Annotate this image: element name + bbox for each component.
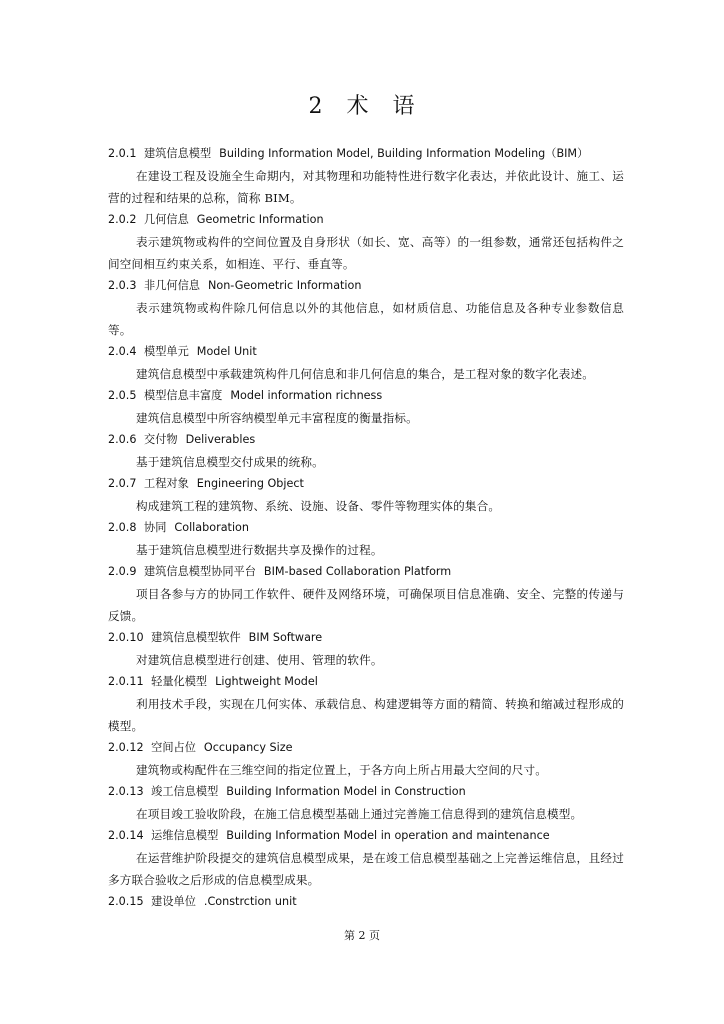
term-definition: 建筑信息模型中所容纳模型单元丰富程度的衡量指标。 — [136, 411, 418, 425]
term-number: 2.0.14 — [108, 829, 144, 842]
term-name-en: Occupancy Size — [203, 741, 293, 754]
term-definition: 表示建筑物或构件的空间位置及自身形状（如长、宽、高等）的一组参数，通常还包括构件之间空间相互约束关系，如相连、平行、垂直等。 — [108, 235, 624, 271]
term-entry — [108, 275, 624, 341]
term-name-cn: 建筑信息模型协同平台 — [144, 565, 256, 578]
term-definition: 项目各参与方的协同工作软件、硬件及网络环境，可确保项目信息准确、安全、完整的传递与反馈。 — [108, 587, 624, 623]
term-entry — [108, 891, 624, 913]
term-name-cn: 协同 — [144, 521, 167, 534]
term-number: 2.0.10 — [108, 631, 144, 644]
term-name-cn: 运维信息模型 — [151, 829, 219, 842]
term-name-en: Lightweight Model — [215, 675, 318, 688]
term-name-cn: 几何信息 — [144, 213, 189, 226]
term-heading — [108, 429, 624, 451]
term-name-en: .Constrction unit — [203, 895, 297, 908]
term-name-cn: 非几何信息 — [144, 279, 200, 292]
section-title: 2 术 语 — [308, 94, 416, 119]
term-name-en: Geometric Information — [196, 213, 324, 226]
term-name-en: Model Unit — [196, 345, 257, 358]
term-name-cn: 建筑信息模型 — [144, 147, 212, 160]
term-name-cn: 空间占位 — [151, 741, 196, 754]
term-entry — [108, 671, 624, 737]
page-number: 第 2 页 — [344, 929, 380, 942]
term-definition: 利用技术手段，实现在几何实体、承载信息、构建逻辑等方面的精简、转换和缩减过程形成的模型。 — [108, 697, 624, 733]
term-heading — [108, 275, 624, 297]
term-entry — [108, 561, 624, 627]
term-definition: 在运营维护阶段提交的建筑信息模型成果，是在竣工信息模型基础之上完善运维信息，且经过多方联合验收之后形成的信息模型成果。 — [108, 851, 624, 887]
term-heading — [108, 891, 624, 913]
term-name-en: Collaboration — [174, 521, 249, 534]
term-entry — [108, 781, 624, 825]
term-definition: 表示建筑物或构件除几何信息以外的其他信息，如材质信息、功能信息及各种专业参数信息等。 — [108, 301, 624, 337]
term-entry — [108, 429, 624, 473]
term-name-en: Model information richness — [230, 389, 383, 402]
term-heading — [108, 781, 624, 803]
term-number: 2.0.15 — [108, 895, 144, 908]
term-entry — [108, 627, 624, 671]
term-number: 2.0.3 — [108, 279, 137, 292]
term-entry — [108, 209, 624, 275]
term-name-cn: 建设单位 — [151, 895, 196, 908]
term-number: 2.0.13 — [108, 785, 144, 798]
term-name-cn: 模型信息丰富度 — [144, 389, 223, 402]
term-number: 2.0.9 — [108, 565, 137, 578]
term-heading — [108, 473, 624, 495]
term-name-cn: 模型单元 — [144, 345, 189, 358]
term-definition: 在建设工程及设施全生命期内，对其物理和功能特性进行数字化表达，并依此设计、施工、运营的过程和结果的总称，简称 BIM。 — [108, 169, 624, 205]
term-heading — [108, 671, 624, 693]
term-name-en: Engineering Object — [196, 477, 304, 490]
term-definition: 建筑物或构配件在三维空间的指定位置上，于各方向上所占用最大空间的尺寸。 — [136, 763, 548, 777]
term-heading — [108, 517, 624, 539]
term-heading — [108, 627, 624, 649]
term-name-cn: 竣工信息模型 — [151, 785, 219, 798]
term-number: 2.0.8 — [108, 521, 137, 534]
term-heading — [108, 341, 624, 363]
term-entry — [108, 341, 624, 385]
term-heading — [108, 143, 624, 165]
term-definition: 对建筑信息模型进行创建、使用、管理的软件。 — [136, 653, 383, 667]
term-definition: 在项目竣工验收阶段，在施工信息模型基础上通过完善施工信息得到的建筑信息模型。 — [136, 807, 583, 821]
term-definition: 基于建筑信息模型进行数据共享及操作的过程。 — [136, 543, 383, 557]
term-number: 2.0.4 — [108, 345, 137, 358]
term-name-cn: 交付物 — [144, 433, 178, 446]
term-name-en: BIM-based Collaboration Platform — [263, 565, 452, 578]
term-name-en: Building Information Model, Building Information Modeling（BIM） — [219, 147, 589, 160]
term-entry — [108, 737, 624, 781]
term-number: 2.0.12 — [108, 741, 144, 754]
term-name-cn: 建筑信息模型软件 — [151, 631, 241, 644]
term-number: 2.0.11 — [108, 675, 144, 688]
term-name-en: BIM Software — [248, 631, 323, 644]
term-entry — [108, 825, 624, 891]
terms-list — [108, 143, 624, 913]
term-name-cn: 轻量化模型 — [151, 675, 208, 688]
term-number: 2.0.5 — [108, 389, 137, 402]
term-name-en: Non-Geometric Information — [207, 279, 362, 292]
term-name-en: Deliverables — [185, 433, 256, 446]
term-number: 2.0.7 — [108, 477, 137, 490]
term-definition: 构成建筑工程的建筑物、系统、设施、设备、零件等物理实体的集合。 — [136, 499, 501, 513]
term-heading — [108, 209, 624, 231]
term-heading — [108, 385, 624, 407]
term-definition: 基于建筑信息模型交付成果的统称。 — [136, 455, 324, 469]
term-number: 2.0.1 — [108, 147, 137, 160]
term-entry — [108, 143, 624, 209]
term-heading — [108, 737, 624, 759]
term-entry — [108, 385, 624, 429]
term-name-cn: 工程对象 — [144, 477, 189, 490]
term-heading — [108, 561, 624, 583]
term-heading — [108, 825, 624, 847]
term-definition: 建筑信息模型中承载建筑构件几何信息和非几何信息的集合，是工程对象的数字化表述。 — [136, 367, 595, 381]
term-name-en: Building Information Model in Construction — [226, 785, 466, 798]
term-number: 2.0.2 — [108, 213, 137, 226]
term-number: 2.0.6 — [108, 433, 137, 446]
term-entry — [108, 473, 624, 517]
term-name-en: Building Information Model in operation and maintenance — [226, 829, 550, 842]
term-entry — [108, 517, 624, 561]
